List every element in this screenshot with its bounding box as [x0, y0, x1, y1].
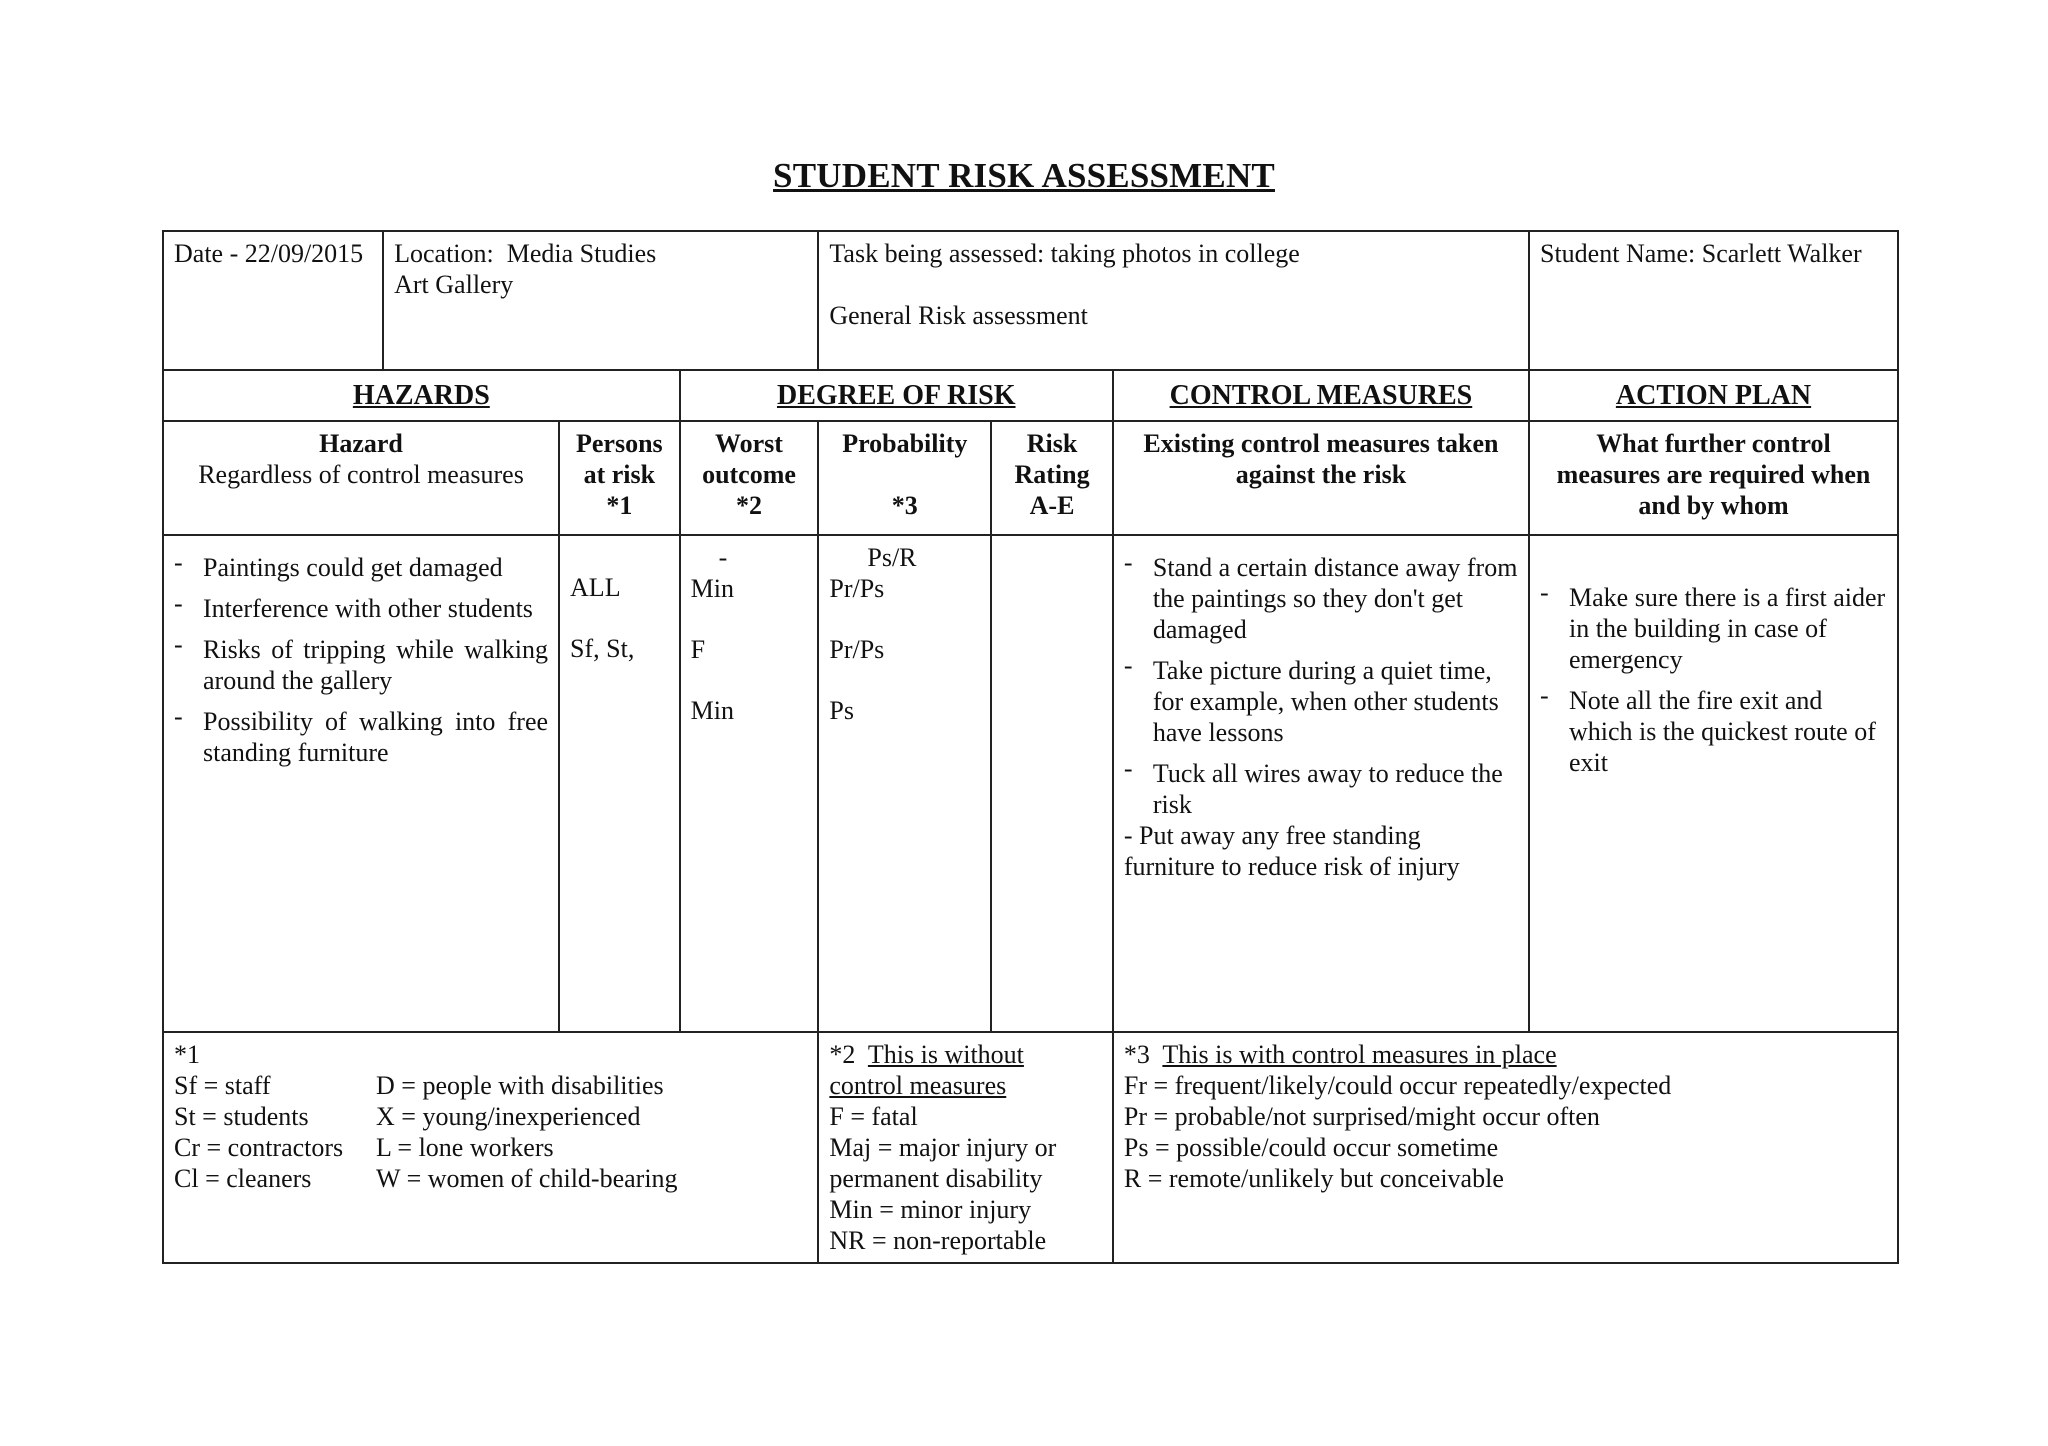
hazard-item: - Paintings could get damaged [174, 552, 548, 583]
actions-list [1540, 582, 1887, 778]
worst-value: Min [690, 574, 734, 603]
col-further-line1: What further control [1596, 429, 1831, 458]
notes-key-2-marker: *2 [829, 1040, 856, 1069]
column-header-row [163, 421, 1898, 535]
section-hazards: HAZARDS [163, 370, 680, 421]
col-further-controls [1529, 421, 1898, 535]
col-existing-line1: Existing control measures taken [1143, 429, 1499, 458]
col-existing-controls [1113, 421, 1529, 535]
worst-value: F [690, 635, 706, 664]
task-cell [818, 231, 1529, 370]
controls-cell [1113, 535, 1529, 1032]
col-rating-line3: A-E [1029, 491, 1075, 520]
page-title: STUDENT RISK ASSESSMENT [773, 156, 1275, 195]
control-item: - Tuck all wires away to reduce the risk [1124, 758, 1518, 820]
col-persons-line1: Persons [576, 429, 663, 458]
col-persons-line3: *1 [606, 491, 633, 520]
key-entry: Sf = staff [174, 1071, 271, 1100]
col-probability-line3: *3 [891, 491, 918, 520]
col-probability [818, 421, 991, 535]
key-entry: St = students [174, 1102, 309, 1131]
col-existing-line2: against the risk [1235, 460, 1407, 489]
task-subtext: General Risk assessment [829, 301, 1088, 330]
actions-cell [1529, 535, 1898, 1032]
probability-value: Ps [829, 696, 854, 725]
key-entry: L = lone workers [376, 1133, 554, 1162]
key-entry: Min = minor injury [829, 1195, 1032, 1224]
hazard-item: - Risks of tripping while walking around the gallery [174, 634, 548, 696]
col-rating [991, 421, 1113, 535]
key-entry: R = remote/unlikely but conceivable [1123, 1164, 1504, 1193]
key-entry: Cr = contractors [174, 1133, 344, 1162]
col-worst-line3: *2 [736, 491, 762, 520]
probability-value: Ps/R [867, 543, 917, 572]
worst-value: Min [690, 696, 734, 725]
location-line2: Art Gallery [394, 270, 514, 299]
location-line1: Location: Media Studies [394, 239, 657, 268]
key-entry: F = fatal [829, 1102, 918, 1131]
col-worst-line2: outcome [702, 460, 796, 489]
notes-key-2 [818, 1032, 1113, 1263]
notes-key-1 [163, 1032, 818, 1263]
key-entry: NR = non-reportable [829, 1226, 1047, 1255]
section-degree-of-risk: DEGREE OF RISK [680, 370, 1113, 421]
col-worst-line1: Worst [715, 429, 783, 458]
student-name-text: Student Name: Scarlett Walker [1540, 239, 1862, 268]
risk-assessment-table [162, 230, 1899, 1264]
col-rating-line2: Rating [1014, 460, 1090, 489]
col-further-line2: measures are required when [1556, 460, 1871, 489]
col-hazard-title: Hazard [319, 429, 403, 458]
action-item: - Make sure there is a first aider in the building in case of emergency [1540, 582, 1887, 675]
header-row [163, 231, 1898, 370]
rating-cell [991, 535, 1113, 1032]
section-header-row [163, 370, 1898, 421]
section-control-measures: CONTROL MEASURES [1113, 370, 1529, 421]
notes-key-1-title: *1 [174, 1040, 200, 1069]
notes-key-3-title [1124, 1039, 1887, 1070]
key-entry: Cl = cleaners [174, 1164, 312, 1193]
hazard-item: - Possibility of walking into free standing furniture [174, 706, 548, 768]
action-item: - Note all the fire exit and which is the quickest route of exit [1540, 685, 1887, 778]
key-entry: Ps = possible/could occur sometime [1123, 1133, 1499, 1162]
worst-value: - [718, 543, 728, 572]
notes-key-2-title [829, 1039, 1102, 1101]
controls-list [1124, 552, 1518, 820]
key-entry: Fr = frequent/likely/could occur repeatedly/expected [1123, 1071, 1672, 1100]
persons-value: Sf, St, [570, 634, 635, 663]
notes-key-1-grid [174, 1070, 807, 1194]
control-item: - Stand a certain distance away from the paintings so they don't get damaged [1124, 552, 1518, 645]
persons-value: ALL [570, 573, 621, 602]
date-text: Date - 22/09/2015 [174, 239, 364, 268]
section-action-plan: ACTION PLAN [1529, 370, 1898, 421]
body-row [163, 535, 1898, 1032]
col-persons-line2: at risk [583, 460, 656, 489]
persons-cell [559, 535, 680, 1032]
hazards-cell [163, 535, 559, 1032]
col-rating-line1: Risk [1026, 429, 1078, 458]
col-worst [680, 421, 819, 535]
notes-key-3 [1113, 1032, 1898, 1263]
control-extra: - Put away any free standing furniture to reduce risk of injury [1123, 821, 1460, 881]
location-cell [383, 231, 818, 370]
control-item: - Take picture during a quiet time, for example, when other students have lessons [1124, 655, 1518, 748]
col-hazard [163, 421, 559, 535]
probability-value: Pr/Ps [829, 635, 885, 664]
notes-key-2-heading: This is without control measures [829, 1040, 1024, 1100]
task-text: Task being assessed: taking photos in college [829, 239, 1300, 268]
key-entry: Pr = probable/not surprised/might occur often [1123, 1102, 1600, 1131]
col-hazard-subtitle: Regardless of control measures [198, 460, 524, 489]
probability-cell [818, 535, 991, 1032]
col-probability-line1: Probability [842, 429, 968, 458]
key-entry: D = people with disabilities [376, 1071, 664, 1100]
notes-row [163, 1032, 1898, 1263]
key-entry: W = women of child-bearing [376, 1164, 678, 1193]
date-cell [163, 231, 383, 370]
col-further-line3: and by whom [1638, 491, 1789, 520]
notes-key-3-heading: This is with control measures in place [1162, 1040, 1557, 1069]
worst-cell [680, 535, 819, 1032]
key-entry: X = young/inexperienced [376, 1102, 641, 1131]
hazard-item: - Interference with other students [174, 593, 548, 624]
probability-value: Pr/Ps [829, 574, 885, 603]
hazards-list [174, 552, 548, 768]
col-persons [559, 421, 680, 535]
notes-key-3-marker: *3 [1123, 1040, 1150, 1069]
student-cell [1529, 231, 1898, 370]
key-entry: Maj = major injury or permanent disability [829, 1133, 1057, 1193]
